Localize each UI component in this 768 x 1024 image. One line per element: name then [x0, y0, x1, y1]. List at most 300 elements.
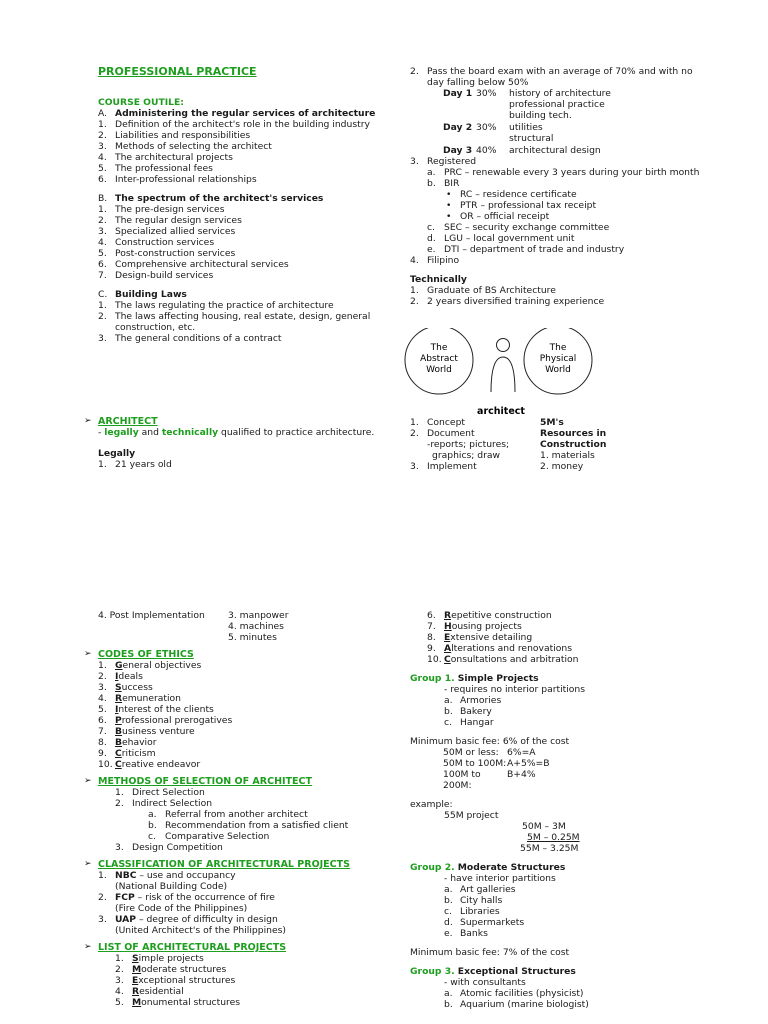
fee-formula: 6%=A [507, 747, 536, 758]
day-subject: structural [509, 133, 554, 144]
arrow-bullet-icon: ➢ [84, 649, 92, 659]
rest-text: uccess [121, 682, 153, 693]
day-row [410, 110, 710, 121]
physical-label-2: Physical [539, 354, 577, 364]
requirement-registered: 3. Registered [410, 156, 477, 167]
classification-title: CLASSIFICATION OF ARCHITECTURAL PROJECTS [98, 859, 350, 870]
fee-range: 100M to 200M: [443, 769, 481, 791]
architect-definition: - legally and technically qualified to practice architecture. [98, 427, 375, 438]
project-item [98, 964, 388, 975]
physical-label-1: The [549, 343, 567, 353]
first-letter: C [115, 759, 122, 770]
first-letter: S [115, 682, 122, 693]
project-item [410, 621, 710, 632]
first-letter: M [132, 997, 142, 1008]
arrow-bullet-icon: ➢ [84, 859, 92, 869]
rest-text: esidential [139, 986, 184, 997]
day-pct [476, 133, 509, 144]
list-text: Methods of selecting the architect [115, 141, 272, 152]
first-letter: M [132, 964, 142, 975]
fee-group2: Minimum basic fee: 7% of the cost [410, 947, 570, 958]
list-number: 9. [98, 748, 107, 759]
list-number: 1. [115, 953, 124, 964]
outline-item [98, 237, 388, 248]
list-text: Design-build services [115, 270, 214, 281]
technically-item [410, 296, 710, 307]
group-item-text: Aquarium (marine biologist) [460, 999, 589, 1010]
legally-item: 21 years old [115, 459, 172, 470]
bir-list [410, 189, 710, 222]
day-label: Day 3 [443, 145, 473, 156]
group-item [410, 717, 710, 728]
first-letter: C [115, 748, 122, 759]
fee-row [410, 747, 710, 758]
rest-text: rofessional prerogatives [121, 715, 233, 726]
bir-item [410, 200, 710, 211]
project-item [98, 997, 388, 1008]
rest-text: reative endeavor [121, 759, 201, 770]
technically-heading: Technically [410, 274, 467, 285]
day-label [443, 99, 476, 110]
list-text: Liabilities and responsibilities [115, 130, 251, 141]
rest-text: usiness venture [122, 726, 195, 737]
list-number: 2. [98, 311, 107, 322]
arrow-bullet-icon: ➢ [84, 416, 92, 426]
group-item-text: Libraries [460, 906, 500, 917]
outline-item [98, 226, 388, 237]
abstract-label-2: Abstract [420, 354, 458, 364]
day-pct: 30% [476, 88, 497, 99]
list-text: Inter-professional relationships [115, 174, 257, 185]
group-item [410, 988, 710, 999]
class-abbr: FCP [115, 892, 135, 903]
first-letter: I [115, 704, 119, 715]
list-number: 1. [98, 204, 107, 215]
project-item [410, 654, 710, 665]
first-letter: B [115, 726, 123, 737]
outline-item [98, 163, 388, 174]
first-letter: I [115, 671, 119, 682]
reg-dti: e. DTI – department of trade and industry [427, 244, 625, 255]
classification-item [98, 892, 388, 903]
list-text: Graduate of BS Architecture [427, 285, 556, 296]
day-subject: professional practice [509, 99, 605, 110]
bir-text: RC – residence certificate [460, 189, 577, 200]
list-number: 6. [98, 259, 107, 270]
rest-text: eneral objectives [122, 660, 202, 671]
day-subject: history of architecture [509, 88, 611, 99]
bir-item [410, 189, 710, 200]
list-text: Definition of the architect's role in the building industry [115, 119, 370, 130]
project-item [98, 953, 388, 964]
day-pct: 40% [476, 145, 497, 156]
outline-item [98, 270, 388, 281]
example-project: 55M project [444, 810, 499, 821]
rest-text: ehavior [122, 737, 157, 748]
rest-text: epetitive construction [451, 610, 552, 621]
day-subject: architectural design [509, 145, 601, 156]
outline-section-title [98, 289, 388, 300]
list-number: C. [98, 289, 108, 300]
physical-label-3: World [545, 365, 571, 375]
ethics-title: CODES OF ETHICS [98, 649, 194, 660]
list-text: Referral from another architect [165, 809, 308, 820]
list-text: Comprehensive architectural services [115, 259, 289, 270]
architect-diagram [400, 328, 610, 428]
list-number: 6. [98, 715, 107, 726]
class-sub: (National Building Code) [115, 881, 228, 892]
list-text: Building Laws [115, 289, 187, 300]
group2-list [410, 884, 710, 939]
abstract-label-3: World [426, 365, 452, 375]
class-sub: (Fire Code of the Philippines) [115, 903, 248, 914]
projects-list [98, 953, 388, 1008]
group-item-text: Art galleries [460, 884, 516, 895]
ethics-item [98, 726, 388, 737]
reg-bir: b. BIR [427, 178, 460, 189]
list-number: 1. [410, 285, 419, 296]
group3-list [410, 988, 710, 1010]
rest-text: nterest of the clients [118, 704, 214, 715]
ethics-item [98, 660, 388, 671]
list-text: The architectural projects [115, 152, 233, 163]
architect-section: ➢ ARCHITECT - legally and technically qualified to practice architecture. Legally 1. 21 years old [98, 416, 388, 470]
method-competition: Design Competition [132, 842, 223, 853]
list-number: 5. [98, 704, 107, 715]
day-subject: building tech. [509, 110, 572, 121]
right-column [410, 66, 710, 307]
day-pct [476, 110, 509, 121]
list-number: 4. [98, 152, 107, 163]
outline-item [98, 311, 388, 333]
list-text: Recommendation from a satisfied client [165, 820, 349, 831]
classification-list [98, 870, 388, 936]
group2-heading: Group 2. Moderate Structures [410, 862, 566, 873]
steps-list: 1. Concept 2. Document -reports; pictures; graphics; draw 3. Implement [410, 417, 510, 472]
lower-right-column: 6. Repetitive construction 7. Housing projects 8. Extensive detailing 9. Alterations and renovations 10. Consultations and arbitration Group 1. Simple Projects - requires no interior partitions a. Armories b. Bakery c. Hangar Minimum basic fee: 6% of the cost 50M or less: 6%=A 50M to 100M: A+5%=B 100M to 200M: B+4% example: 55M project 50M – 3M 5M – 0.25M 55M – 3.25M Group 2. Moderate Structures - have interior partitions a. Art galleries b. City halls c. Libraries d. Supermarkets e. Banks Minimum basic fee: 7% of the cost Group 3. Exceptional Structures - with consultants a. Atomic facilities (physicist) b. Aquarium (marine biologist) [410, 610, 710, 1010]
methods-title: METHODS OF SELECTION OF ARCHITECT [98, 776, 312, 787]
technically-list [410, 285, 710, 307]
group-item [410, 928, 710, 939]
outline-item [98, 141, 388, 152]
legally-heading: Legally [98, 448, 136, 459]
list-projects-title: LIST OF ARCHITECTURAL PROJECTS [98, 942, 287, 953]
first-letter: R [115, 693, 123, 704]
requirement-board-exam: 2. Pass the board exam with an average of 70% and with no day falling below 50% [410, 66, 693, 88]
indirect-list [98, 809, 388, 842]
ethics-item [98, 737, 388, 748]
day-pct [476, 99, 509, 110]
ethics-item [98, 671, 388, 682]
indirect-item [98, 820, 388, 831]
abstract-label-1: The [430, 343, 448, 353]
class-sub: (United Architect's of the Philippines) [115, 925, 286, 936]
rest-text: ousing projects [451, 621, 522, 632]
arrow-bullet-icon: ➢ [84, 776, 92, 786]
rest-text: xtensive detailing [450, 632, 533, 643]
day-label: Day 2 [443, 122, 473, 133]
technically-item [410, 285, 710, 296]
class-desc: – use and occupancy [136, 870, 236, 881]
page-title: PROFESSIONAL PRACTICE [98, 65, 257, 78]
steps-section [410, 417, 710, 472]
ethics-item [98, 704, 388, 715]
group-item [410, 895, 710, 906]
list-text: 2 years diversified training experience [427, 296, 605, 307]
group-item [410, 906, 710, 917]
board-exam-days [410, 88, 710, 156]
list-number: 2. [410, 296, 419, 307]
rest-text: emuneration [122, 693, 181, 704]
architect-body-icon [491, 357, 515, 392]
bir-text: OR – official receipt [460, 211, 550, 222]
list-letter: a. [444, 884, 453, 895]
first-letter: R [132, 986, 140, 997]
outline-item [98, 119, 388, 130]
list-text: Comparative Selection [165, 831, 270, 842]
fee-range: 50M or less: [443, 747, 499, 758]
list-number: 8. [427, 632, 436, 643]
rest-text: imple projects [138, 953, 204, 964]
list-letter: a. [444, 988, 453, 999]
outline-item [98, 259, 388, 270]
group-item-text: Bakery [460, 706, 492, 717]
first-letter: G [115, 660, 123, 671]
list-number: 1. [98, 870, 107, 881]
list-number: 2. [98, 671, 107, 682]
group1-list [410, 695, 710, 728]
list-text: The spectrum of the architect's services [115, 193, 324, 204]
method-indirect: Indirect Selection [132, 798, 213, 809]
group-item-text: Armories [460, 695, 502, 706]
list-letter: d. [444, 917, 453, 928]
project-item [98, 975, 388, 986]
rest-text: lterations and renovations [451, 643, 572, 654]
list-number: 7. [98, 726, 107, 737]
ethics-item [98, 682, 388, 693]
day-label [443, 133, 476, 144]
list-number: 1. [98, 660, 107, 671]
list-text: The laws regulating the practice of architecture [115, 300, 334, 311]
group-item [410, 999, 710, 1010]
diagram-caption: architect [477, 406, 525, 417]
project-item [410, 632, 710, 643]
fee-formula: A+5%=B [507, 758, 550, 769]
list-number: B. [98, 193, 108, 204]
arrow-bullet-icon: ➢ [84, 942, 92, 952]
bullet-dot-icon: • [446, 211, 452, 222]
list-number: 1. [98, 300, 107, 311]
list-number: 3. [98, 141, 107, 152]
course-outline [98, 108, 388, 344]
list-letter: b. [444, 999, 453, 1010]
group-item-text: Supermarkets [460, 917, 525, 928]
outline-item [98, 152, 388, 163]
reg-prc: a. PRC – renewable every 3 years during your birth month [427, 167, 700, 178]
outline-item [98, 300, 388, 311]
bir-text: PTR – professional tax receipt [460, 200, 597, 211]
ethics-list [98, 660, 388, 770]
lower-left-column: 4. Post Implementation 3. manpower 4. machines 5. minutes ➢ CODES OF ETHICS 1. General objectives 2. Ideals 3. Success 4. Remuneration 5. Interest of the clients 6. Professional prerogatives 7. Business venture 8. Behavior 9. Criticism 10. Creative endeavor ➢ METHODS OF SELECTION OF ARCHITECT 1. Direct Selection 2. Indirect Selection a. Referral from another architect b. Recommendation from a satisfied client c. Comparative Selection 3. Design Competition ➢ CLASSIFICATION OF ARCHITECTURAL PROJECTS 1. NBC – use and occupancy (National Building Code) 2. FCP – risk of the occurrence of fire (Fire Code of the Philippines) 3. UAP – degree of difficulty in design (United Architect's of the Philippines) ➢ LIST OF ARCHITECTURAL PROJECTS 1. Simple projects 2. Moderate structures 3. Exceptional structures 4. Residential 5. Monumental structures [98, 610, 388, 1008]
outline-item [98, 333, 388, 344]
first-letter: P [115, 715, 122, 726]
list-number: 3. [98, 682, 107, 693]
outline-item [98, 248, 388, 259]
outline-heading: COURSE OUTILE: [98, 97, 184, 108]
post-implementation-row: 4. Post Implementation 3. manpower 4. machines 5. minutes [98, 610, 289, 643]
ethics-item [98, 759, 388, 770]
outline-item [98, 215, 388, 226]
list-number: 6. [98, 174, 107, 185]
list-number: 2. [98, 892, 107, 903]
day-row [410, 99, 710, 110]
list-number: 4. [98, 237, 107, 248]
day-row [410, 122, 710, 133]
list-number: 5. [115, 997, 124, 1008]
list-number: 8. [98, 737, 107, 748]
list-text: Administering the regular services of architecture [115, 108, 376, 119]
group-item [410, 884, 710, 895]
reg-lgu: d. LGU – local government unit [427, 233, 575, 244]
first-letter: S [132, 953, 139, 964]
group-item [410, 917, 710, 928]
class-desc: – degree of difficulty in design [136, 914, 278, 925]
ethics-item [98, 748, 388, 759]
list-number: 3. [98, 226, 107, 237]
requirement-filipino: 4. Filipino [410, 255, 460, 266]
list-letter: e. [444, 928, 453, 939]
list-text: The general conditions of a contract [115, 333, 282, 344]
outline-item [98, 174, 388, 185]
list-number: 6. [427, 610, 436, 621]
group-item-text: Hangar [460, 717, 494, 728]
project-item [410, 643, 710, 654]
list-letter: c. [444, 906, 452, 917]
ethics-item [98, 715, 388, 726]
list-letter: b. [444, 706, 453, 717]
first-letter: E [444, 632, 451, 643]
group1-heading: Group 1. Simple Projects [410, 673, 539, 684]
list-number: 7. [98, 270, 107, 281]
fee-formula: B+4% [507, 769, 536, 780]
class-abbr: UAP [115, 914, 137, 925]
fee-row [410, 758, 710, 769]
fee-row [410, 769, 710, 791]
list-number: 10. [98, 759, 113, 770]
left-column [98, 66, 388, 344]
fee-group1: Minimum basic fee: 6% of the cost [410, 736, 570, 747]
list-number: 3. [98, 333, 107, 344]
rest-text: deals [118, 671, 143, 682]
architect-title: ARCHITECT [98, 416, 158, 427]
day-label: Day 1 [443, 88, 473, 99]
outline-item [98, 130, 388, 141]
class-desc: – risk of the occurrence of fire [134, 892, 275, 903]
list-number: 7. [427, 621, 436, 632]
list-number: 5. [98, 248, 107, 259]
list-number: 2. [98, 130, 107, 141]
day-row [410, 133, 710, 144]
list-text: The regular design services [115, 215, 242, 226]
list-number: 9. [427, 643, 436, 654]
day-label [443, 110, 476, 121]
list-number: a. [148, 809, 157, 820]
list-text: The laws affecting housing, real estate, design, general construction, etc. [115, 311, 371, 333]
group-item-text: City halls [460, 895, 503, 906]
bullet-dot-icon: • [446, 200, 452, 211]
first-letter: C [444, 654, 451, 665]
indirect-item [98, 809, 388, 820]
list-text: The pre-design services [115, 204, 225, 215]
classification-item [98, 870, 388, 881]
list-number: 5. [98, 163, 107, 174]
fee-table [410, 747, 710, 791]
outline-item [98, 204, 388, 215]
outline-section-title [98, 193, 388, 204]
list-number: 3. [115, 975, 124, 986]
rest-text: xceptional structures [138, 975, 236, 986]
projects-list-continued [410, 610, 710, 665]
bir-item [410, 211, 710, 222]
list-number: b. [148, 820, 157, 831]
list-letter: a. [444, 695, 453, 706]
list-number: 4. [98, 693, 107, 704]
rest-text: onumental structures [141, 997, 241, 1008]
class-abbr: NBC [115, 870, 137, 881]
first-letter: E [132, 975, 139, 986]
group-item-text: Atomic facilities (physicist) [460, 988, 584, 999]
list-text: Post-construction services [115, 248, 236, 259]
project-item [98, 986, 388, 997]
list-number: c. [148, 831, 156, 842]
day-row [410, 145, 710, 156]
rest-text: onsultations and arbitration [450, 654, 579, 665]
list-letter: c. [444, 717, 452, 728]
reg-sec: c. SEC – security exchange committee [427, 222, 610, 233]
first-letter: A [444, 643, 452, 654]
fee-range: 50M to 100M: [443, 758, 507, 769]
list-number: 10. [427, 654, 442, 665]
list-text: Construction services [115, 237, 215, 248]
ethics-item [98, 693, 388, 704]
example-calc: 50M – 3M 5M – 0.25M 55M – 3.25M [520, 821, 580, 854]
list-number: 1. [98, 119, 107, 130]
bullet-dot-icon: • [446, 189, 452, 200]
first-letter: H [444, 621, 452, 632]
project-item [410, 610, 710, 621]
list-text: The professional fees [115, 163, 213, 174]
list-number: 2. [98, 215, 107, 226]
group-item [410, 706, 710, 717]
list-number: 2. [115, 964, 124, 975]
first-letter: R [444, 610, 452, 621]
day-row [410, 88, 710, 99]
list-number: 4. [115, 986, 124, 997]
day-pct: 30% [476, 122, 497, 133]
group-item-text: Banks [460, 928, 488, 939]
first-letter: B [115, 737, 123, 748]
example-label: example: [410, 799, 453, 810]
indirect-item [98, 831, 388, 842]
list-letter: b. [444, 895, 453, 906]
list-number: A. [98, 108, 108, 119]
five-m-list: 5M's Resources in Construction 1. materials 2. money [540, 417, 607, 472]
architect-head-icon [497, 339, 510, 352]
method-direct: Direct Selection [132, 787, 205, 798]
rest-text: oderate structures [141, 964, 227, 975]
list-text: Specialized allied services [115, 226, 236, 237]
classification-item [98, 914, 388, 925]
